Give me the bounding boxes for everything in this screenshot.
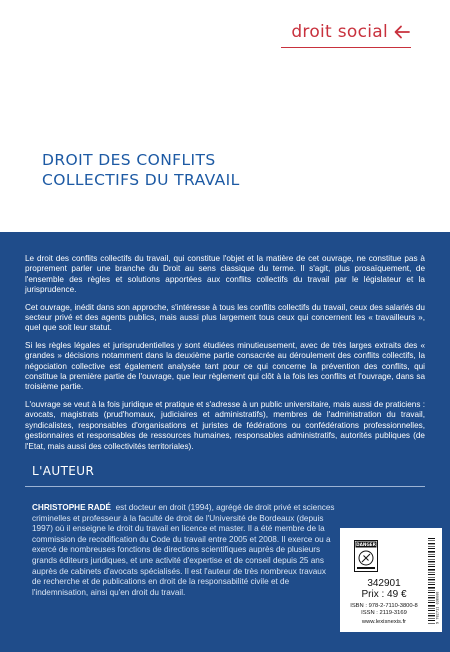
product-issn: ISSN : 2119-3169 (361, 610, 407, 616)
product-isbn: ISBN : 978-2-7110-3800-8 (350, 603, 418, 609)
series-tag (291, 22, 410, 42)
summary-paragraph-1: Le droit des conflits collectifs du travail, qui constitue l'objet et la matière de cet ouvrage, ne constitue pas à proprement parler une branche du Droit au sens classique du terme. Il s'agit, plus prosaïquement, de l'ensemble des règles et solutions apportées aux conflits collectifs du travail par le législateur et la jurisprudence. (25, 254, 425, 295)
book-title-line-2: COLLECTIFS DU TRAVAIL (42, 171, 240, 189)
barcode (428, 534, 440, 628)
book-title (42, 150, 240, 190)
summary-paragraph-2: Cet ouvrage, inédit dans son approche, s'intéresse à tous les conflits collectifs du travail, ceux des salariés du secteur privé et des agents publics, mais aussi plus largement tous ceux qui concernent les « travailleurs », quel que soit leur statut. (25, 302, 425, 333)
book-summary (25, 254, 425, 459)
arrow-left-icon (394, 25, 410, 39)
author-bio (32, 503, 337, 598)
barcode-digits: 9 782711 038008 (435, 591, 440, 624)
author-divider (25, 486, 425, 487)
series-underline (281, 47, 411, 48)
summary-paragraph-3: Si les règles légales et jurisprudentielles y sont étudiées minutieusement, avec de très larges extraits des « grandes » décisions notamment dans la deuxième partie consacrée au déroulement des conflits collectifs, la négociation collective est également analysée tant pour ce qui concerne la prévention des conflits, qui constitue la première partie de l'ouvrage, que leur règlement qui clôt à la fois les conflits et l'ouvrage, dans sa troisième partie. (25, 340, 425, 392)
cover-header (0, 0, 450, 232)
author-name: CHRISTOPHE RADÉ (32, 503, 112, 512)
author-bio-text: est docteur en droit (1994), agrégé de droit privé et sciences criminelles et professeur à la faculté de droit de l'Université de Bordeaux (depuis 1997) où il enseigne le droit du travail en licence et master. Il a été membre de la commission de recodification du Code du travail entre 2005 et 2008. Il exerce ou a exercé de nombreuses fonctions de directions scientifiques auprès de plusieurs grands éditeurs juridiques, et une activité d'expertise et de conseil depuis 25 ans auprès de cabinets d'avocats spécialisés. Il est l'auteur de très nombreux travaux de recherche et de publications en droit de la responsabilité civile et de l'indemnisation, ainsi qu'en droit du travail. (32, 503, 335, 597)
product-price: Prix : 49 € (361, 589, 407, 600)
author-heading: L'AUTEUR (32, 464, 95, 478)
series-label: droit social (291, 22, 388, 42)
product-info-box (340, 528, 442, 632)
badge-label: DANGER (356, 542, 376, 548)
summary-paragraph-4: L'ouvrage se veut à la fois juridique et pratique et s'adresse à un public universitaire, mais aussi de praticiens : avocats, magistrats (prud'homaux, judiciaires et administratifs), membres de l'administration du travail, syndicalistes, responsables d'organisations et juristes de fédérations ou confédérations professionnelles, gestionnaires et responsables de ressources humaines, responsables administratifs, autorités publiques (de l'Etat, mais aussi des collectivités territoriales). (25, 399, 425, 451)
product-reference: 342901 (367, 578, 401, 589)
author-section-header (0, 456, 450, 486)
warning-badge-icon (354, 540, 378, 572)
publisher-website[interactable]: www.lexisnexis.fr (361, 619, 407, 625)
author-bio-paragraph (32, 503, 337, 598)
book-title-line-1: DROIT DES CONFLITS (42, 151, 216, 169)
